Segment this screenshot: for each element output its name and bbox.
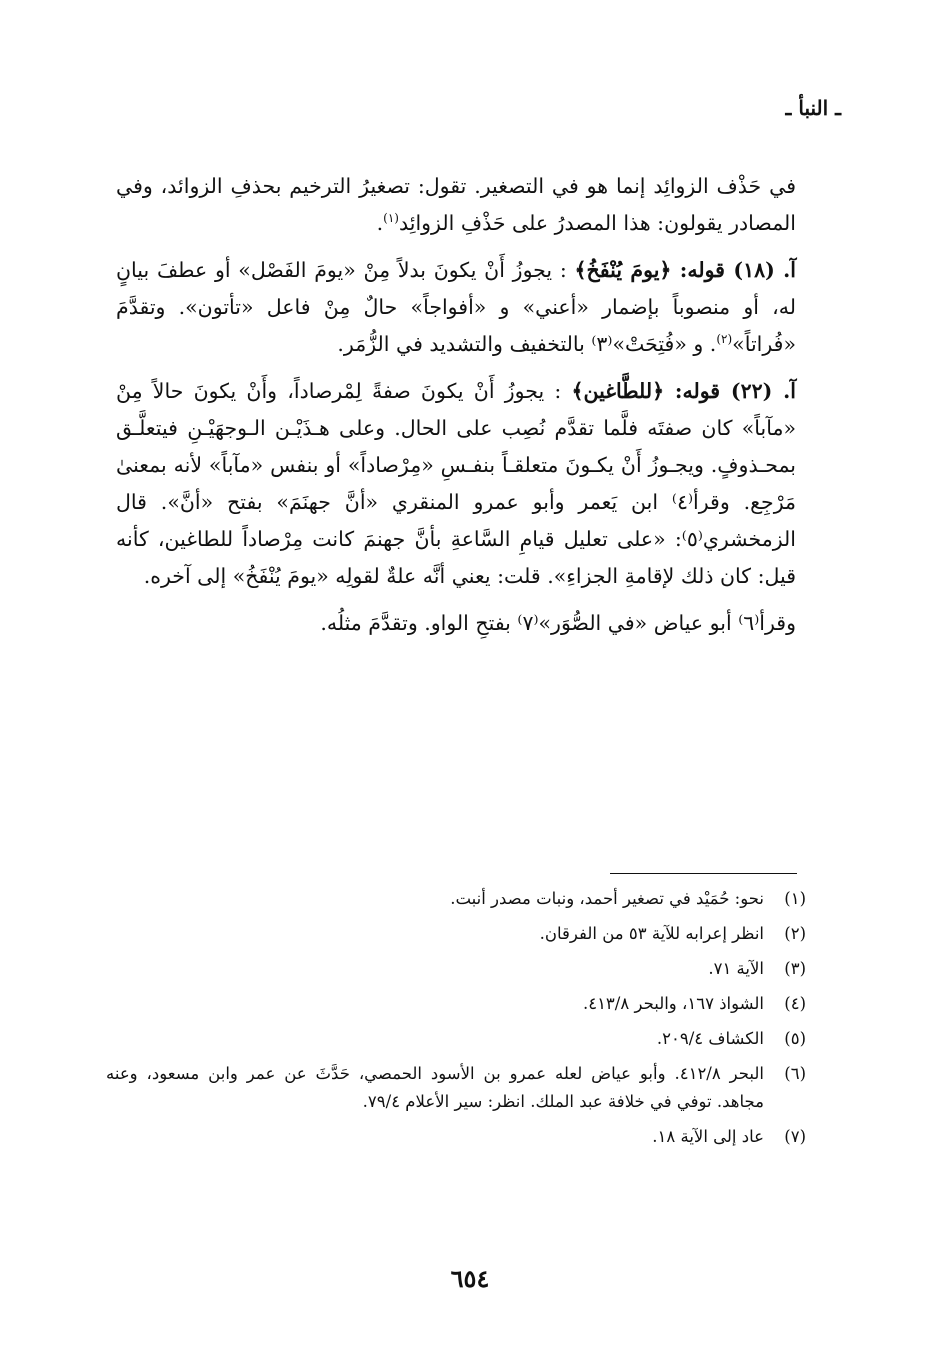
footnote-number: (٤) [784, 994, 806, 1013]
footnote-number: (٧) [784, 1127, 806, 1146]
footnote-ref-2: (٢) [716, 332, 733, 347]
paragraph-4-text: وقرأ⁽٦⁾ أبو عياض «في الصُّوَر»⁽٧⁾ بفتحِ الواو. وتقدَّمَ مثلُه. [320, 611, 796, 635]
paragraph-3 [116, 373, 796, 595]
footnotes [106, 885, 806, 1158]
footnote-7 [106, 1123, 806, 1151]
footnote-text: عاد إلى الآية ١٨. [652, 1127, 764, 1146]
footnote-text: نحو: حُمَيْد في تصغير أحمد، ونبات مصدر أنبت. [450, 889, 764, 908]
paragraph-1-text: في حَذْف الزوائِد إنما هو في التصغير. تقول: تصغيرُ الترخيم بحذفِ الزوائد، وفي المصادر يقولون: هذا المصدرُ على حَذْفِ الزوائِد [116, 174, 796, 235]
paragraph-1-tail: . [376, 211, 384, 235]
footnote-number: (٦) [784, 1064, 806, 1083]
footnote-5 [106, 1025, 806, 1053]
paragraph-2-tail: . و «فُتِحَتْ»⁽٣⁾ بالتخفيف والتشديد في الزُّمَر. [337, 332, 717, 356]
footnote-number: (٥) [784, 1029, 806, 1048]
footnote-ref-1: (١) [383, 211, 399, 226]
verse-heading-18: آ. (١٨) قوله: ﴿يومَ يُنْفَخُ﴾ [574, 258, 796, 282]
footnote-separator [610, 873, 797, 874]
paragraph-4 [116, 605, 796, 642]
footnote-text: الكشاف ٢٠٩/٤. [656, 1029, 764, 1048]
footnote-number: (١) [784, 889, 806, 908]
footnote-6 [106, 1060, 806, 1116]
footnote-number: (٣) [784, 959, 806, 978]
paragraph-2-text: : يجوزُ أَنْ يكونَ بدلاً مِنْ «يومَ الفَصْل» أو عطفَ بيانٍ له، أو منصوباً بإضمار «أعني» و «أفواجاً» حالٌ مِنْ فاعل «تأتون». وتقدَّمَ «فُراتاً» [116, 258, 796, 356]
footnote-text: الشواذ ١٦٧، والبحر ٤١٣/٨. [582, 994, 764, 1013]
footnote-1 [106, 885, 806, 913]
footnote-number: (٢) [784, 924, 806, 943]
footnote-text: البحر ٤١٢/٨. وأبو عياض لعله عمرو بن الأسود الحمصي، حَدَّثَ عن عمر وابن مسعود، وعنه مجاهد. توفي في خلافة عبد الملك. انظر: سير الأعلام ٧٩/٤. [106, 1064, 764, 1111]
footnote-4 [106, 990, 806, 1018]
footnote-3 [106, 955, 806, 983]
verse-heading-22: آ. (٢٢) قوله: ﴿للطَّاغين﴾ [571, 379, 796, 403]
paragraph-1 [116, 168, 796, 242]
footnote-text: انظر إعرابه للآية ٥٣ من الفرقان. [539, 924, 764, 943]
page-number: ٦٥٤ [450, 1264, 490, 1293]
footnote-text: الآية ٧١. [708, 959, 764, 978]
main-text [116, 168, 796, 652]
footnote-2 [106, 920, 806, 948]
running-header: ـ النبأ ـ [785, 96, 841, 120]
paragraph-3-text: : يجوزُ أَنْ يكونَ صفةً لِمْرصاداً، وأَنْ يكونَ حالاً مِنْ «مآباً» كان صفتَه فلَّما تقدَّم نُصِب على الحال. وعلى هـذَيْـن الـوجهَيْـنِ فيتعلَّـق بمحـذوفٍ. ويجـوزُ أَنْ يكـونَ متعلقـاً بنفـسِ «مِرْصاداً» أو بنفس «مآباً» لأنه بمعنىٰ مَرْجِع. وقرأ⁽٤⁾ ابن يَعمر وأبو عمرو المنقري «أنَّ جهنَمَ» بفتح «أنَّ». قال الزمخشري⁽٥⁾: «على تعليل قيامِ السَّاعةِ بأنَّ جهنمَ كانت مِرْصاداً للطاغين، كأنه قيل: كان ذلك لإقامةِ الجزاءِ». قلت: يعني أنَّه علةٌ لقولِه «يومَ يُنْفَخُ» إلى آخره. [116, 379, 796, 588]
paragraph-2 [116, 252, 796, 363]
